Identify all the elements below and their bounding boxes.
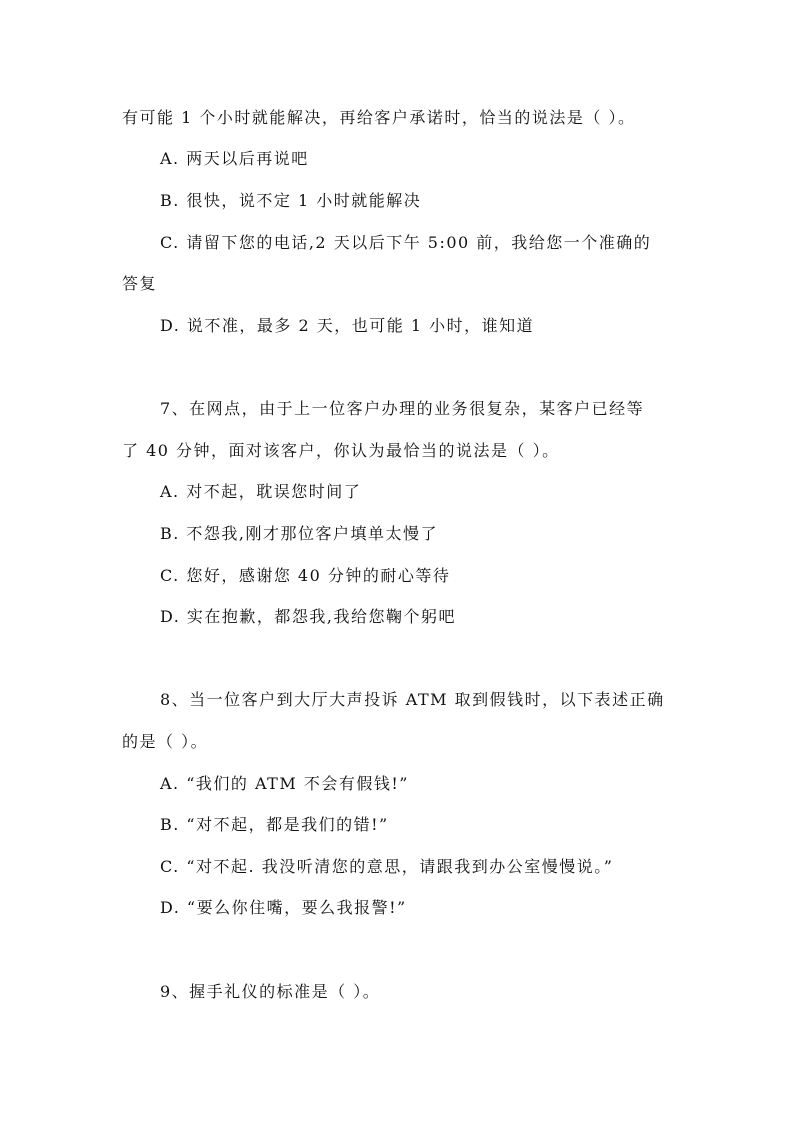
question-8-option-b: B. “对不起，都是我们的错!” bbox=[160, 815, 389, 834]
question-8-option-c: C. “对不起. 我没听清您的意思，请跟我到办公室慢慢说。” bbox=[160, 857, 614, 876]
question-8-stem-line-2: 的是（ ）。 bbox=[122, 732, 209, 751]
question-7-option-c: C. 您好，感谢您 40 分钟的耐心等待 bbox=[160, 566, 451, 585]
question-6-stem: 有可能 1 个小时就能解决，再给客户承诺时，恰当的说法是（ ）。 bbox=[122, 108, 636, 127]
question-6-option-b: B. 很快，说不定 1 小时就能解决 bbox=[160, 191, 422, 210]
question-6-option-d: D. 说不准，最多 2 天，也可能 1 小时，谁知道 bbox=[160, 316, 535, 335]
question-7-option-b: B. 不怨我,刚才那位客户填单太慢了 bbox=[160, 524, 439, 543]
question-8-option-a: A. “我们的 ATM 不会有假钱!” bbox=[160, 774, 409, 793]
question-6-option-c: C. 请留下您的电话,2 天以后下午 5:00 前，我给您一个准确的 bbox=[160, 233, 652, 252]
question-6-option-a: A. 两天以后再说吧 bbox=[160, 149, 309, 168]
question-7-option-d: D. 实在抱歉，都怨我,我给您鞠个躬吧 bbox=[160, 607, 457, 626]
question-8-stem-line-1: 8、当一位客户到大厅大声投诉 ATM 取到假钱时，以下表述正确 bbox=[160, 690, 665, 709]
question-8-option-d: D. “要么你住嘴，要么我报警!” bbox=[160, 898, 407, 917]
question-7-option-a: A. 对不起，耽误您时间了 bbox=[160, 482, 362, 501]
question-7-stem-line-2: 了 40 分钟，面对该客户，你认为最恰当的说法是（ ）。 bbox=[122, 441, 560, 460]
question-6-option-c-continuation: 答复 bbox=[122, 274, 158, 293]
question-7-stem-line-1: 7、在网点，由于上一位客户办理的业务很复杂，某客户已经等 bbox=[160, 399, 645, 418]
question-9-stem-line-1: 9、握手礼仪的标准是（ ）。 bbox=[160, 982, 381, 1001]
